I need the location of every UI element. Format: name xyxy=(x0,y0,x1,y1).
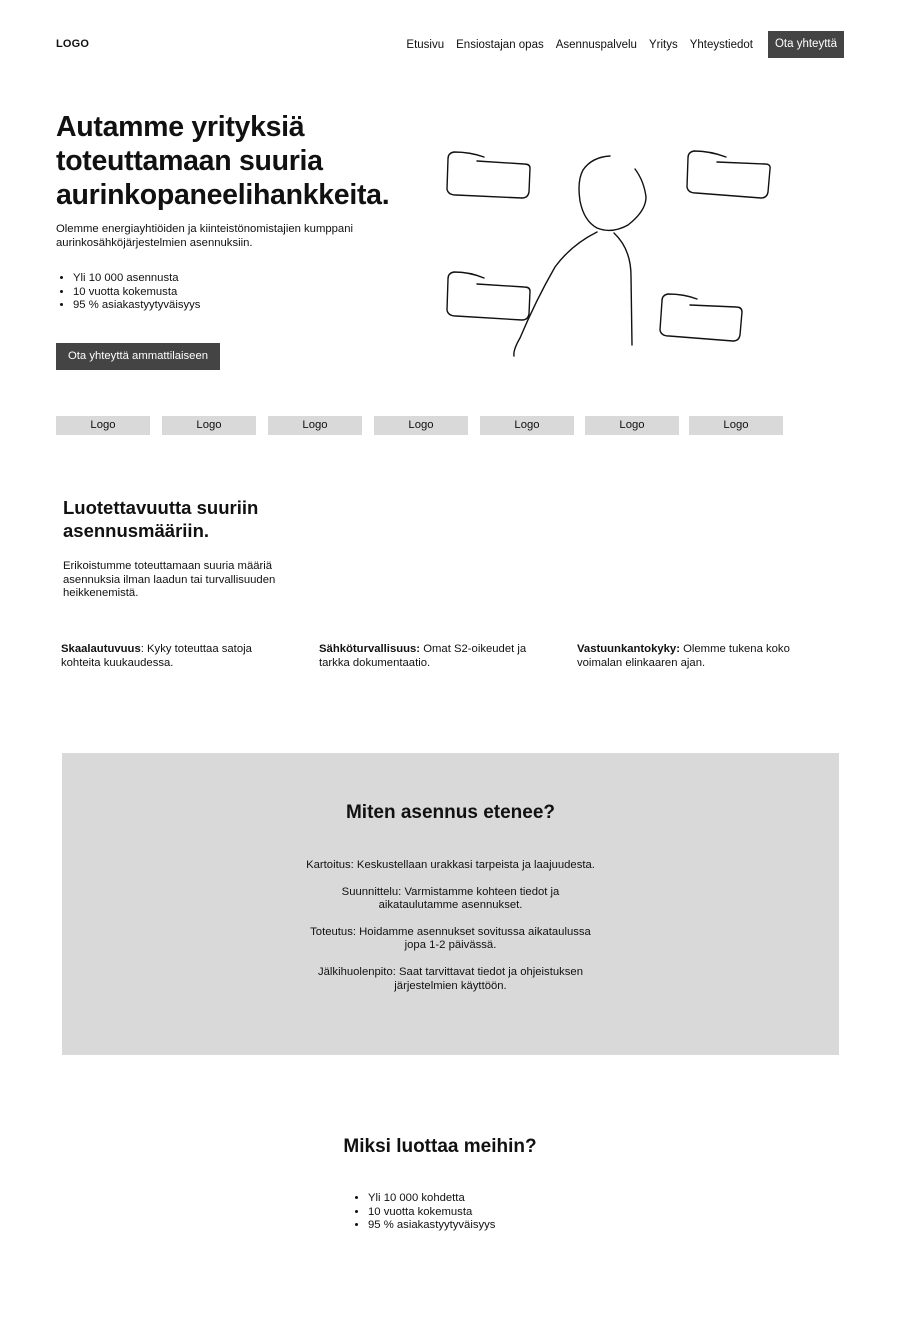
feature-text: Olemme tukena koko voimalan elinkaaren ajan. xyxy=(577,643,790,669)
partner-logo: Logo xyxy=(162,416,256,435)
partner-logo: Logo xyxy=(585,416,679,435)
nav-link-yritys[interactable]: Yritys xyxy=(648,38,678,51)
partner-logo: Logo xyxy=(374,416,468,435)
partner-logo: Logo xyxy=(689,416,783,435)
list-item: • 95 % asiakastyytyväisyys xyxy=(73,299,200,313)
main-nav xyxy=(406,31,844,58)
feature-text: : Kyky toteuttaa satoja kohteita kuukaudessa. xyxy=(61,643,252,669)
process-step: Toteutus: Hoidamme asennukset sovitussa aikataulussa jopa 1-2 päivässä. xyxy=(310,925,591,952)
site-logo[interactable]: LOGO xyxy=(56,38,90,50)
feature-title: Sähköturvallisuus: xyxy=(319,643,421,655)
feature-text: Omat S2-oikeudet ja tarkka dokumentaatio. xyxy=(319,643,527,669)
speech-box-bottom-left-icon xyxy=(447,272,530,320)
list-item: • 10 vuotta kokemusta xyxy=(73,286,200,300)
feature-electrical-safety xyxy=(319,643,549,670)
feature-title: Skaalautuvuus xyxy=(61,643,141,655)
list-item: • Yli 10 000 kohdetta xyxy=(368,1192,495,1206)
nav-link-asennuspalvelu[interactable]: Asennuspalvelu xyxy=(555,38,637,51)
hero-subtitle: Olemme energiayhtiöiden ja kiinteistönomistajien kumppani aurinkosähköjärjestelmien asennuksiin. xyxy=(56,223,354,249)
person-figure-icon xyxy=(514,156,646,356)
feature-title: Vastuunkantokyky: xyxy=(577,643,680,655)
nav-link-yhteystiedot[interactable]: Yhteystiedot xyxy=(689,38,753,51)
contact-button[interactable]: Ota yhteyttä xyxy=(768,31,844,58)
process-step: Kartoitus: Keskustellaan urakkasi tarpeista ja laajuudesta. xyxy=(306,859,595,871)
process-step: Jälkihuolenpito: Saat tarvittavat tiedot ja ohjeistuksen järjestelmien käyttöön. xyxy=(317,965,583,992)
partner-logo: Logo xyxy=(268,416,362,435)
feature-scalability xyxy=(61,643,291,670)
nav-link-etusivu[interactable]: Etusivu xyxy=(406,38,445,51)
why-bullet-list xyxy=(368,1192,495,1233)
speech-box-top-left-icon xyxy=(447,152,530,198)
hero-bullet-list xyxy=(73,272,200,313)
process-steps xyxy=(62,859,839,1006)
speech-box-bottom-right-icon xyxy=(660,294,742,341)
list-item: • Yli 10 000 asennusta xyxy=(73,272,200,286)
list-item: • 10 vuotta kokemusta xyxy=(368,1206,495,1220)
hero-sketch-illustration xyxy=(440,145,790,365)
why-title: Miksi luottaa meihin? xyxy=(343,1136,537,1157)
list-item: • 95 % asiakastyytyväisyys xyxy=(368,1219,495,1233)
speech-box-top-right-icon xyxy=(687,151,770,198)
reliability-subtitle: Erikoistumme toteuttamaan suuria määriä asennuksia ilman laadun tai turvallisuuden heikkenemistä. xyxy=(63,560,276,600)
feature-responsibility xyxy=(577,643,807,670)
hero-title: Autamme yrityksiä toteuttamaan suuria aurinkopaneelihankkeita. xyxy=(56,111,390,211)
nav-link-ensiostajan-opas[interactable]: Ensiostajan opas xyxy=(456,38,544,51)
contact-expert-button[interactable]: Ota yhteyttä ammattilaiseen xyxy=(56,343,220,370)
reliability-title: Luotettavuutta suuriin asennusmääriin. xyxy=(63,497,259,541)
process-title: Miten asennus etenee? xyxy=(345,802,556,823)
partner-logo: Logo xyxy=(480,416,574,435)
partner-logo: Logo xyxy=(56,416,150,435)
process-section xyxy=(62,753,839,1055)
process-step: Suunnittelu: Varmistamme kohteen tiedot ja aikataulutamme asennukset. xyxy=(341,885,560,912)
